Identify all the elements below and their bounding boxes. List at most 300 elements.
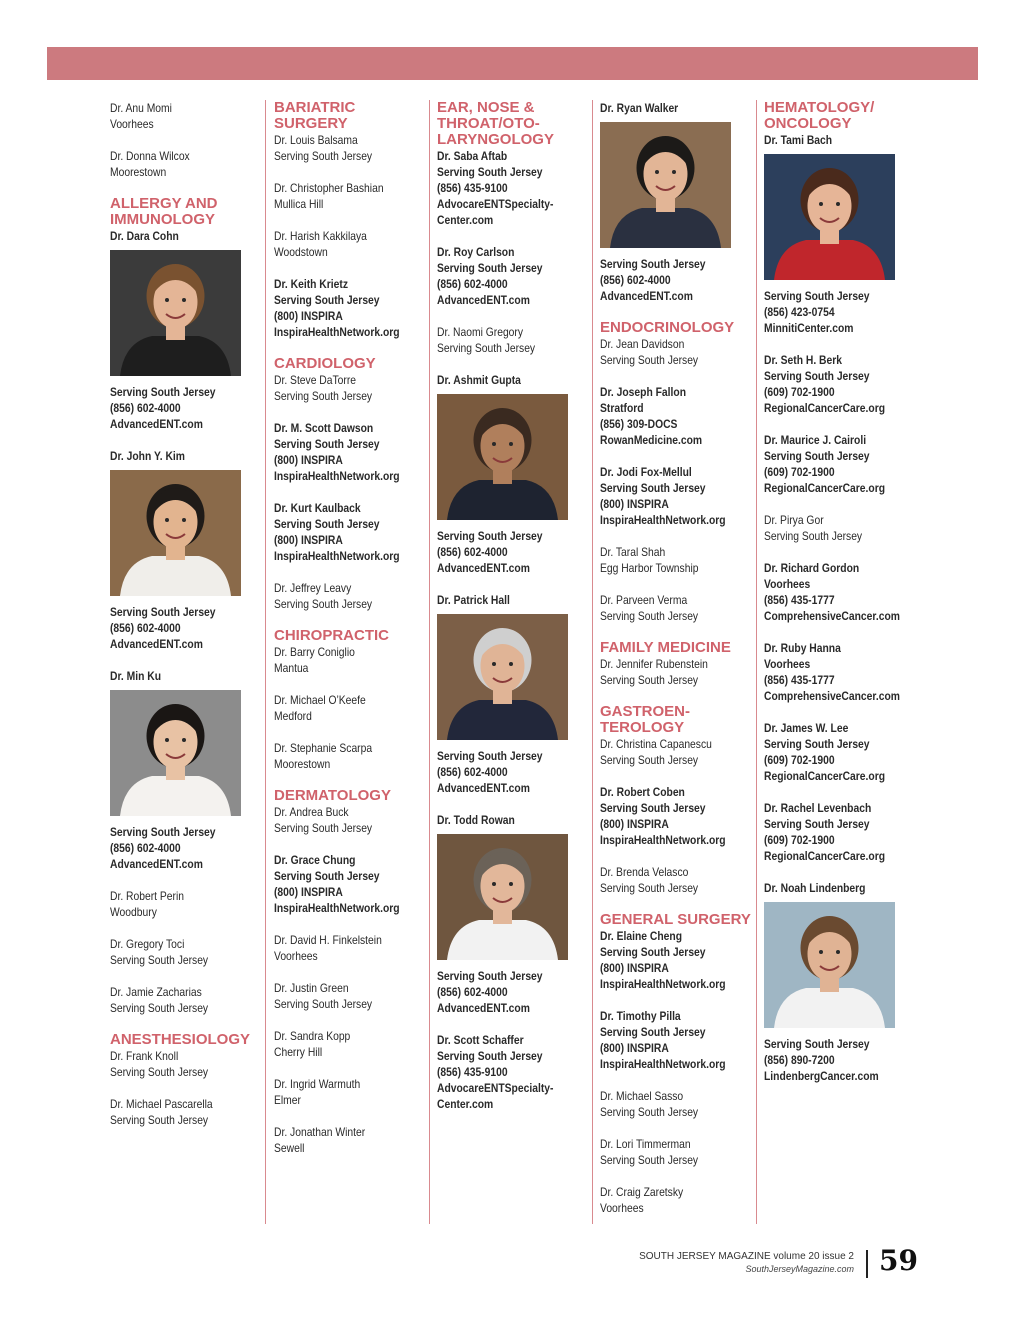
doctor-contact [110, 824, 260, 872]
entry-line: (856) 602-4000 [437, 545, 508, 559]
directory-column-2 [274, 100, 424, 1172]
entry-line: Dr. Timothy Pilla [600, 1009, 681, 1023]
portrait-eye [819, 950, 823, 954]
portrait-eye [165, 518, 169, 522]
doctor-listing [600, 1088, 750, 1120]
specialty-heading: LARYNGOLOGY [437, 131, 554, 148]
doctor-listing [274, 692, 424, 724]
entry-line: Dr. Richard Gordon [764, 561, 860, 575]
column-divider [265, 100, 266, 1224]
entry-line: Serving South Jersey [110, 385, 216, 399]
entry-line: (800) INSPIRA [600, 817, 669, 831]
doctor-listing [437, 592, 587, 796]
doctor-listing [110, 936, 260, 968]
entry-line: (856) 890-7200 [764, 1053, 835, 1067]
entry-line: Dr. Todd Rowan [437, 813, 515, 827]
entry-line: Serving South Jersey [764, 369, 870, 383]
doctor-listing [600, 864, 750, 896]
entry-line: Serving South Jersey [274, 517, 380, 531]
entry-line: Serving South Jersey [437, 261, 543, 275]
entry-line: (856) 435-1777 [764, 673, 835, 687]
entry-line: Serving South Jersey [764, 529, 863, 543]
entry-line: Serving South Jersey [110, 825, 216, 839]
entry-line: (800) INSPIRA [274, 885, 343, 899]
entry-line: Serving South Jersey [437, 341, 536, 355]
entry-line: Dr. Ashmit Gupta [437, 373, 521, 387]
entry-line: AdvancedENT.com [110, 417, 203, 431]
doctor-listing [110, 1048, 260, 1080]
entry-line: Dr. James W. Lee [764, 721, 849, 735]
entry-line: Serving South Jersey [274, 869, 380, 883]
entry-line: AdvancedENT.com [437, 1001, 530, 1015]
doctor-listing [764, 560, 914, 624]
doctor-listing [110, 148, 260, 180]
entry-line: (609) 702-1900 [764, 465, 835, 479]
entry-line: RegionalCancerCare.org [764, 849, 886, 863]
directory-column-1 [110, 100, 260, 1144]
entry-line: (800) INSPIRA [274, 533, 343, 547]
doctor-listing [274, 644, 424, 676]
entry-line: Dr. Harish Kakkilaya [274, 229, 367, 243]
entry-line: AdvocareENTSpecialty- [437, 197, 554, 211]
entry-line: Dr. Louis Balsama [274, 133, 358, 147]
entry-line: InspiraHealthNetwork.org [600, 977, 726, 991]
doctor-contact [764, 1036, 914, 1084]
specialty-heading: THROAT/OTO- [437, 115, 540, 132]
entry-line: Dr. Jodi Fox-Mellul [600, 465, 692, 479]
entry-line: InspiraHealthNetwork.org [274, 325, 400, 339]
entry-line: Dr. Maurice J. Cairoli [764, 433, 867, 447]
doctor-listing [600, 736, 750, 768]
entry-line: Dr. Tami Bach [764, 133, 833, 147]
portrait-eye [165, 738, 169, 742]
portrait-eye [182, 738, 186, 742]
entry-line: Serving South Jersey [600, 609, 699, 623]
doctor-contact [437, 748, 587, 796]
doctor-listing [437, 244, 587, 308]
portrait-eye [165, 298, 169, 302]
specialty-heading: GENERAL SURGERY [600, 911, 751, 928]
entry-line: (856) 602-4000 [437, 277, 508, 291]
specialty-heading: ENDOCRINOLOGY [600, 319, 735, 336]
portrait-eye [509, 662, 513, 666]
entry-line: Dr. Grace Chung [274, 853, 356, 867]
directory-column-3 [437, 100, 587, 1128]
specialty-section [600, 100, 750, 304]
doctor-listing [437, 372, 587, 576]
entry-line: (800) INSPIRA [600, 961, 669, 975]
entry-line: (800) INSPIRA [274, 453, 343, 467]
entry-line: Dr. Michael Pascarella [110, 1097, 213, 1111]
entry-line: (609) 702-1900 [764, 753, 835, 767]
doctor-listing [274, 132, 424, 164]
doctor-listing [764, 720, 914, 784]
entry-line: Dr. Patrick Hall [437, 593, 510, 607]
entry-line: Dr. John Y. Kim [110, 449, 185, 463]
entry-line: InspiraHealthNetwork.org [600, 1057, 726, 1071]
entry-line: Moorestown [110, 165, 167, 179]
specialty-heading: FAMILY MEDICINE [600, 639, 731, 656]
entry-line: Dr. Jean Davidson [600, 337, 685, 351]
doctor-listing [600, 656, 750, 688]
doctor-contact [437, 968, 587, 1016]
doctor-listing [110, 668, 260, 872]
photo-john-y-kim [110, 470, 241, 596]
entry-line: InspiraHealthNetwork.org [274, 469, 400, 483]
photo-todd-rowan [437, 834, 568, 960]
entry-line: Voorhees [764, 577, 811, 591]
entry-line: Serving South Jersey [764, 817, 870, 831]
portrait-illustration [437, 614, 568, 740]
specialty-section [274, 100, 424, 340]
entry-line: Stratford [600, 401, 644, 415]
entry-line: RowanMedicine.com [600, 433, 703, 447]
portrait-eye [509, 442, 513, 446]
photo-dara-cohn [110, 250, 241, 376]
specialty-section [274, 628, 424, 772]
entry-line: Dr. Elaine Cheng [600, 929, 683, 943]
page-footer [600, 1244, 920, 1290]
entry-line: Serving South Jersey [274, 293, 380, 307]
doctor-listing [600, 928, 750, 992]
entry-line: Serving South Jersey [600, 1105, 699, 1119]
specialty-section [274, 788, 424, 1156]
doctor-contact [437, 528, 587, 576]
portrait-illustration [437, 834, 568, 960]
doctor-listing [274, 1028, 424, 1060]
entry-line: Serving South Jersey [764, 449, 870, 463]
doctor-listing [764, 512, 914, 544]
entry-line: Dr. Stephanie Scarpa [274, 741, 373, 755]
portrait-eye [836, 202, 840, 206]
entry-line: Dr. Justin Green [274, 981, 349, 995]
entry-line: Center.com [437, 1097, 494, 1111]
entry-line: RegionalCancerCare.org [764, 481, 886, 495]
entry-line: Dr. Robert Perin [110, 889, 185, 903]
entry-line: InspiraHealthNetwork.org [600, 513, 726, 527]
specialty-heading: ONCOLOGY [764, 115, 852, 132]
doctor-listing [600, 464, 750, 528]
entry-line: Dr. Robert Coben [600, 785, 685, 799]
entry-line: InspiraHealthNetwork.org [274, 549, 400, 563]
entry-line: Serving South Jersey [274, 821, 373, 835]
entry-line: Serving South Jersey [437, 749, 543, 763]
specialty-heading: BARIATRIC [274, 99, 356, 116]
entry-line: Serving South Jersey [274, 389, 373, 403]
doctor-listing [600, 1136, 750, 1168]
specialty-heading: ALLERGY AND [110, 195, 218, 212]
doctor-listing [274, 932, 424, 964]
photo-noah-lindenberg [764, 902, 895, 1028]
entry-line: Dr. Min Ku [110, 669, 162, 683]
column-divider [429, 100, 430, 1224]
specialty-section [600, 640, 750, 688]
doctor-listing [274, 180, 424, 212]
entry-line: (800) INSPIRA [600, 497, 669, 511]
entry-line: LindenbergCancer.com [764, 1069, 879, 1083]
specialty-section [110, 100, 260, 180]
portrait-illustration [110, 470, 241, 596]
specialty-heading: DERMATOLOGY [274, 787, 391, 804]
entry-line: (856) 423-0754 [764, 305, 835, 319]
entry-line: ComprehensiveCancer.com [764, 689, 900, 703]
entry-line: Serving South Jersey [600, 353, 699, 367]
specialty-heading: TEROLOGY [600, 719, 685, 736]
specialty-heading: CARDIOLOGY [274, 355, 376, 372]
doctor-contact [110, 384, 260, 432]
entry-line: Serving South Jersey [600, 257, 706, 271]
doctor-listing [274, 372, 424, 404]
specialty-heading: ANESTHESIOLOGY [110, 1031, 251, 1048]
doctor-listing [437, 148, 587, 228]
doctor-listing [274, 420, 424, 484]
entry-line: Dr. Donna Wilcox [110, 149, 190, 163]
entry-line: (609) 702-1900 [764, 833, 835, 847]
specialty-section [600, 320, 750, 624]
doctor-listing [764, 352, 914, 416]
entry-line: Serving South Jersey [437, 969, 543, 983]
entry-line: (856) 602-4000 [437, 765, 508, 779]
entry-line: Dr. Jennifer Rubenstein [600, 657, 708, 671]
entry-line: Dr. Scott Schaffer [437, 1033, 524, 1047]
entry-line: Dr. Jamie Zacharias [110, 985, 202, 999]
entry-line: Dr. Keith Krietz [274, 277, 348, 291]
entry-line: Serving South Jersey [110, 605, 216, 619]
doctor-contact [110, 604, 260, 652]
entry-line: Serving South Jersey [764, 737, 870, 751]
entry-line: (856) 602-4000 [600, 273, 671, 287]
entry-line: Elmer [274, 1093, 301, 1107]
entry-line: Serving South Jersey [600, 673, 699, 687]
doctor-listing [764, 800, 914, 864]
doctor-listing [600, 544, 750, 576]
entry-line: ComprehensiveCancer.com [764, 609, 900, 623]
entry-line: (856) 435-9100 [437, 1065, 508, 1079]
entry-line: Center.com [437, 213, 494, 227]
directory-column-5 [764, 100, 914, 1100]
specialty-section [764, 100, 914, 1084]
portrait-eye [655, 170, 659, 174]
portrait-eye [819, 202, 823, 206]
column-divider [592, 100, 593, 1224]
specialty-heading: EAR, NOSE & [437, 99, 535, 116]
entry-line: Serving South Jersey [600, 753, 699, 767]
entry-line: Voorhees [274, 949, 318, 963]
footer-magazine-issue: SOUTH JERSEY MAGAZINE volume 20 issue 2 [639, 1251, 854, 1262]
entry-line: Dr. Ruby Hanna [764, 641, 841, 655]
specialty-section [600, 912, 750, 1216]
entry-line: Voorhees [600, 1201, 644, 1215]
entry-line: Dr. Christina Capanescu [600, 737, 712, 751]
entry-line: MinnitiCenter.com [764, 321, 854, 335]
entry-line: Serving South Jersey [764, 289, 870, 303]
entry-line: Dr. Saba Aftab [437, 149, 508, 163]
entry-line: (856) 602-4000 [437, 985, 508, 999]
entry-line: (856) 309-DOCS [600, 417, 678, 431]
doctor-listing [600, 100, 750, 304]
footer-divider [866, 1250, 868, 1278]
column-divider [756, 100, 757, 1224]
entry-line: Serving South Jersey [437, 165, 543, 179]
entry-line: AdvancedENT.com [110, 637, 203, 651]
portrait-eye [672, 170, 676, 174]
photo-tami-bach [764, 154, 895, 280]
doctor-listing [274, 852, 424, 916]
entry-line: Mantua [274, 661, 309, 675]
portrait-eye [492, 882, 496, 886]
portrait-illustration [110, 690, 241, 816]
specialty-section [600, 704, 750, 896]
entry-line: Serving South Jersey [110, 1113, 209, 1127]
specialty-heading: CHIROPRACTIC [274, 627, 389, 644]
doctor-listing [600, 1008, 750, 1072]
entry-line: Serving South Jersey [274, 149, 373, 163]
entry-line: Medford [274, 709, 312, 723]
entry-line: InspiraHealthNetwork.org [600, 833, 726, 847]
specialty-section [110, 196, 260, 1016]
doctor-listing [437, 1032, 587, 1112]
entry-line: Dr. Rachel Levenbach [764, 801, 872, 815]
portrait-eye [492, 442, 496, 446]
entry-line: Mullica Hill [274, 197, 324, 211]
doctor-listing [274, 804, 424, 836]
doctor-listing [274, 500, 424, 564]
entry-line: Serving South Jersey [437, 529, 543, 543]
doctor-listing [274, 740, 424, 772]
specialty-section [110, 1032, 260, 1128]
entry-line: (856) 602-4000 [110, 401, 181, 415]
entry-line: Serving South Jersey [600, 481, 706, 495]
page-number: 59 [879, 1244, 918, 1277]
doctor-listing [274, 1076, 424, 1108]
portrait-eye [509, 882, 513, 886]
entry-line: Serving South Jersey [110, 953, 209, 967]
entry-line: (609) 702-1900 [764, 385, 835, 399]
entry-line: AdvancedENT.com [437, 293, 530, 307]
entry-line: Dr. Pirya Gor [764, 513, 824, 527]
doctor-listing [110, 448, 260, 652]
specialty-heading: IMMUNOLOGY [110, 211, 215, 228]
doctor-listing [274, 1124, 424, 1156]
entry-line: InspiraHealthNetwork.org [274, 901, 400, 915]
doctor-listing [600, 784, 750, 848]
entry-line: Serving South Jersey [274, 437, 380, 451]
entry-line: Dr. Dara Cohn [110, 229, 179, 243]
doctor-listing [764, 880, 914, 1084]
specialty-heading: SURGERY [274, 115, 348, 132]
doctor-listing [110, 888, 260, 920]
portrait-illustration [110, 250, 241, 376]
entry-line: AdvancedENT.com [437, 561, 530, 575]
entry-line: (856) 602-4000 [110, 621, 181, 635]
entry-line: Voorhees [764, 657, 811, 671]
entry-line: Serving South Jersey [600, 945, 706, 959]
doctor-listing [110, 984, 260, 1016]
entry-line: AdvocareENTSpecialty- [437, 1081, 554, 1095]
entry-line: Dr. Anu Momi [110, 101, 172, 115]
entry-line: Dr. Jeffrey Leavy [274, 581, 352, 595]
entry-line: Dr. Lori Timmerman [600, 1137, 691, 1151]
photo-min-ku [110, 690, 241, 816]
doctor-listing [437, 324, 587, 356]
doctor-listing [764, 132, 914, 336]
entry-line: Serving South Jersey [600, 1025, 706, 1039]
doctor-listing [600, 1184, 750, 1216]
photo-patrick-hall [437, 614, 568, 740]
portrait-eye [492, 662, 496, 666]
entry-line: Dr. Joseph Fallon [600, 385, 687, 399]
entry-line: Dr. Ingrid Warmuth [274, 1077, 361, 1091]
doctor-listing [437, 812, 587, 1016]
entry-line: Serving South Jersey [600, 881, 699, 895]
entry-line: Serving South Jersey [600, 1153, 699, 1167]
doctor-listing [600, 336, 750, 368]
portrait-eye [836, 950, 840, 954]
photo-ryan-walker [600, 122, 731, 248]
doctor-listing [110, 100, 260, 132]
entry-line: Dr. Michael Sasso [600, 1089, 684, 1103]
doctor-listing [600, 592, 750, 624]
specialty-heading: GASTROEN- [600, 703, 690, 720]
entry-line: Dr. Sandra Kopp [274, 1029, 351, 1043]
footer-website: SouthJerseyMagazine.com [745, 1264, 854, 1274]
entry-line: Serving South Jersey [274, 597, 373, 611]
entry-line: (800) INSPIRA [274, 309, 343, 323]
entry-line: Serving South Jersey [274, 997, 373, 1011]
entry-line: Dr. Naomi Gregory [437, 325, 524, 339]
specialty-section [274, 356, 424, 612]
entry-line: Dr. Roy Carlson [437, 245, 515, 259]
portrait-eye [182, 298, 186, 302]
entry-line: (800) INSPIRA [600, 1041, 669, 1055]
entry-line: Serving South Jersey [600, 801, 706, 815]
doctor-contact [764, 288, 914, 336]
entry-line: Egg Harbor Township [600, 561, 699, 575]
entry-line: Dr. Andrea Buck [274, 805, 349, 819]
doctor-listing [600, 384, 750, 448]
entry-line: Dr. M. Scott Dawson [274, 421, 374, 435]
entry-line: Serving South Jersey [437, 1049, 543, 1063]
portrait-eye [182, 518, 186, 522]
doctor-listing [274, 580, 424, 612]
entry-line: AdvancedENT.com [437, 781, 530, 795]
entry-line: Dr. Kurt Kaulback [274, 501, 361, 515]
entry-line: Dr. Steve DaTorre [274, 373, 357, 387]
entry-line: Sewell [274, 1141, 305, 1155]
entry-line: Dr. Parveen Verma [600, 593, 688, 607]
doctor-listing [274, 276, 424, 340]
entry-line: Voorhees [110, 117, 154, 131]
entry-line: Dr. Jonathan Winter [274, 1125, 366, 1139]
photo-ashmit-gupta [437, 394, 568, 520]
doctor-listing [274, 228, 424, 260]
entry-line: AdvancedENT.com [600, 289, 693, 303]
entry-line: (856) 435-1777 [764, 593, 835, 607]
doctor-listing [274, 980, 424, 1012]
entry-line: Dr. Christopher Bashian [274, 181, 384, 195]
entry-line: Dr. Brenda Velasco [600, 865, 689, 879]
directory-column-4 [600, 100, 750, 1232]
doctor-listing [110, 228, 260, 432]
entry-line: Moorestown [274, 757, 331, 771]
portrait-illustration [437, 394, 568, 520]
doctor-listing [764, 432, 914, 496]
doctor-listing [764, 640, 914, 704]
doctor-contact [600, 256, 750, 304]
doctor-listing [110, 1096, 260, 1128]
entry-line: Serving South Jersey [764, 1037, 870, 1051]
portrait-illustration [764, 902, 895, 1028]
